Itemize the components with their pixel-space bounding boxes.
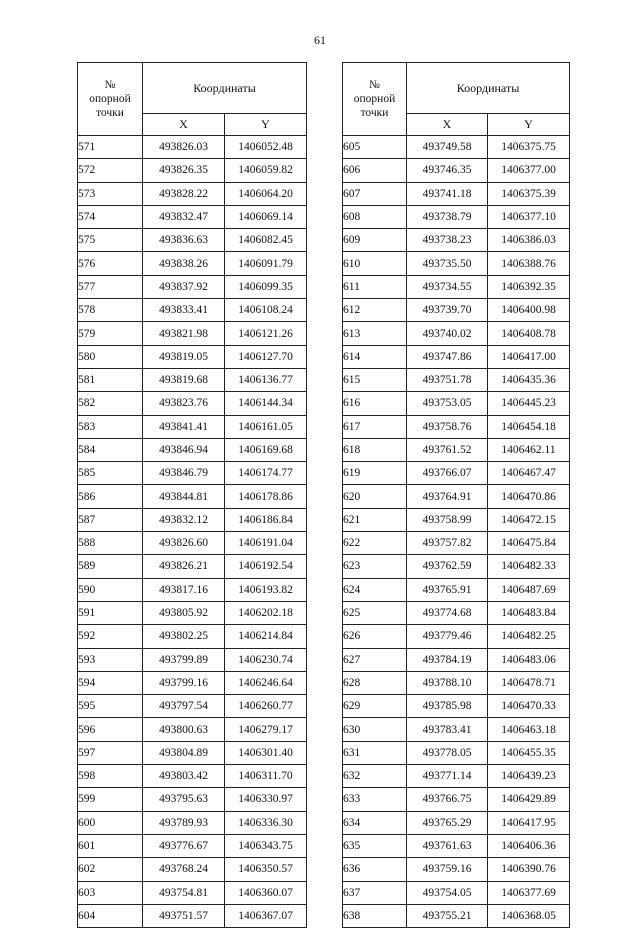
- table-row: [78, 438, 307, 461]
- point-number-cell: 610: [343, 252, 407, 275]
- x-coordinate-cell: 493826.60: [143, 532, 225, 555]
- x-coordinate-cell: 493762.59: [407, 555, 488, 578]
- table-row: [78, 881, 307, 904]
- table-row: [343, 625, 570, 648]
- y-coordinate-cell: 1406472.15: [488, 508, 570, 531]
- x-coordinate-cell: 493774.68: [407, 601, 488, 624]
- y-coordinate-cell: 1406483.84: [488, 601, 570, 624]
- x-coordinate-cell: 493753.05: [407, 392, 488, 415]
- y-coordinate-cell: 1406470.33: [488, 695, 570, 718]
- table-row: [78, 508, 307, 531]
- table-row: [343, 205, 570, 228]
- table-row: [78, 834, 307, 857]
- point-number-cell: 622: [343, 532, 407, 555]
- point-number-cell: 636: [343, 858, 407, 881]
- table-row: [78, 229, 307, 252]
- point-number-cell: 604: [78, 904, 143, 927]
- y-coordinate-cell: 1406367.07: [225, 904, 307, 927]
- x-coordinate-cell: 493828.22: [143, 182, 225, 205]
- point-number-cell: 589: [78, 555, 143, 578]
- y-coordinate-cell: 1406470.86: [488, 485, 570, 508]
- y-coordinate-cell: 1406279.17: [225, 718, 307, 741]
- y-coordinate-cell: 1406400.98: [488, 299, 570, 322]
- y-coordinate-cell: 1406463.18: [488, 718, 570, 741]
- table-row: [343, 415, 570, 438]
- table-row: [78, 462, 307, 485]
- table-row: [343, 136, 570, 159]
- table-row: [343, 159, 570, 182]
- table-row: [343, 392, 570, 415]
- point-number-cell: 599: [78, 788, 143, 811]
- x-coordinate-cell: 493766.75: [407, 788, 488, 811]
- table-row: [343, 438, 570, 461]
- point-number-header-line: точки: [360, 107, 389, 119]
- y-coordinate-cell: 1406482.25: [488, 625, 570, 648]
- point-number-cell: 592: [78, 625, 143, 648]
- y-coordinate-cell: 1406144.34: [225, 392, 307, 415]
- x-coordinate-cell: 493785.98: [407, 695, 488, 718]
- table-row: [78, 788, 307, 811]
- point-number-cell: 632: [343, 765, 407, 788]
- table-row: [78, 345, 307, 368]
- y-coordinate-cell: 1406336.30: [225, 811, 307, 834]
- x-coordinate-cell: 493844.81: [143, 485, 225, 508]
- table-row: [343, 695, 570, 718]
- coordinates-table-left: [77, 62, 307, 928]
- x-coordinate-cell: 493765.91: [407, 578, 488, 601]
- point-number-cell: 597: [78, 741, 143, 764]
- y-coordinate-cell: 1406417.95: [488, 811, 570, 834]
- y-coordinate-cell: 1406178.86: [225, 485, 307, 508]
- point-number-cell: 582: [78, 392, 143, 415]
- table-row: [78, 415, 307, 438]
- x-coordinate-cell: 493751.78: [407, 368, 488, 391]
- point-number-cell: 613: [343, 322, 407, 345]
- point-number-cell: 596: [78, 718, 143, 741]
- point-number-cell: 618: [343, 438, 407, 461]
- y-coordinate-cell: 1406121.26: [225, 322, 307, 345]
- y-coordinate-cell: 1406467.47: [488, 462, 570, 485]
- y-coordinate-cell: 1406191.04: [225, 532, 307, 555]
- y-coordinate-cell: 1406330.97: [225, 788, 307, 811]
- point-number-cell: 581: [78, 368, 143, 391]
- table-row: [78, 485, 307, 508]
- table-row: [343, 811, 570, 834]
- table-row: [78, 741, 307, 764]
- table-row: [343, 532, 570, 555]
- point-number-cell: 580: [78, 345, 143, 368]
- x-coordinate-cell: 493734.55: [407, 275, 488, 298]
- y-coordinate-cell: 1406136.77: [225, 368, 307, 391]
- x-coordinate-cell: 493757.82: [407, 532, 488, 555]
- x-coordinate-cell: 493758.99: [407, 508, 488, 531]
- x-column-header: X: [143, 114, 225, 136]
- table-row: [343, 555, 570, 578]
- table-row: [78, 182, 307, 205]
- y-coordinate-cell: 1406343.75: [225, 834, 307, 857]
- y-coordinate-cell: 1406082.45: [225, 229, 307, 252]
- y-coordinate-cell: 1406386.03: [488, 229, 570, 252]
- x-coordinate-cell: 493761.52: [407, 438, 488, 461]
- point-number-cell: 623: [343, 555, 407, 578]
- point-number-cell: 606: [343, 159, 407, 182]
- point-number-cell: 586: [78, 485, 143, 508]
- point-number-cell: 590: [78, 578, 143, 601]
- point-number-cell: 627: [343, 648, 407, 671]
- table-row: [78, 252, 307, 275]
- x-coordinate-cell: 493784.19: [407, 648, 488, 671]
- table-row: [78, 904, 307, 927]
- x-coordinate-cell: 493838.26: [143, 252, 225, 275]
- y-coordinate-cell: 1406108.24: [225, 299, 307, 322]
- y-coordinate-cell: 1406064.20: [225, 182, 307, 205]
- table-row: [343, 648, 570, 671]
- point-number-cell: 608: [343, 205, 407, 228]
- x-coordinate-cell: 493779.46: [407, 625, 488, 648]
- x-coordinate-cell: 493823.76: [143, 392, 225, 415]
- x-coordinate-cell: 493846.79: [143, 462, 225, 485]
- y-coordinate-cell: 1406478.71: [488, 671, 570, 694]
- y-coordinate-cell: 1406462.11: [488, 438, 570, 461]
- point-number-cell: 588: [78, 532, 143, 555]
- point-number-cell: 637: [343, 881, 407, 904]
- point-number-cell: 638: [343, 904, 407, 927]
- y-coordinate-cell: 1406202.18: [225, 601, 307, 624]
- table-row: [78, 322, 307, 345]
- y-coordinate-cell: 1406408.78: [488, 322, 570, 345]
- y-coordinate-cell: 1406127.70: [225, 345, 307, 368]
- x-coordinate-cell: 493789.93: [143, 811, 225, 834]
- x-coordinate-cell: 493754.05: [407, 881, 488, 904]
- y-coordinate-cell: 1406059.82: [225, 159, 307, 182]
- point-number-cell: 572: [78, 159, 143, 182]
- x-coordinate-cell: 493738.79: [407, 205, 488, 228]
- y-column-header: Y: [225, 114, 307, 136]
- point-number-cell: 629: [343, 695, 407, 718]
- table-row: [78, 625, 307, 648]
- point-number-cell: 585: [78, 462, 143, 485]
- point-number-cell: 620: [343, 485, 407, 508]
- table-row: [78, 532, 307, 555]
- x-coordinate-cell: 493819.05: [143, 345, 225, 368]
- x-coordinate-cell: 493826.35: [143, 159, 225, 182]
- y-coordinate-cell: 1406169.68: [225, 438, 307, 461]
- x-coordinate-cell: 493797.54: [143, 695, 225, 718]
- table-row: [343, 578, 570, 601]
- y-coordinate-cell: 1406475.84: [488, 532, 570, 555]
- point-number-cell: 624: [343, 578, 407, 601]
- y-coordinate-cell: 1406174.77: [225, 462, 307, 485]
- point-number-cell: 583: [78, 415, 143, 438]
- y-coordinate-cell: 1406214.84: [225, 625, 307, 648]
- table-row: [78, 159, 307, 182]
- table-row: [343, 485, 570, 508]
- y-coordinate-cell: 1406192.54: [225, 555, 307, 578]
- table-row: [343, 252, 570, 275]
- coordinates-header: Координаты: [143, 63, 307, 114]
- point-number-cell: 577: [78, 275, 143, 298]
- point-number-cell: 584: [78, 438, 143, 461]
- table-row: [78, 136, 307, 159]
- y-coordinate-cell: 1406301.40: [225, 741, 307, 764]
- x-coordinate-cell: 493749.58: [407, 136, 488, 159]
- y-coordinate-cell: 1406193.82: [225, 578, 307, 601]
- table-row: [343, 834, 570, 857]
- x-coordinate-cell: 493761.63: [407, 834, 488, 857]
- point-number-cell: 571: [78, 136, 143, 159]
- y-coordinate-cell: 1406435.36: [488, 368, 570, 391]
- x-coordinate-cell: 493766.07: [407, 462, 488, 485]
- point-number-cell: 635: [343, 834, 407, 857]
- table-row: [343, 858, 570, 881]
- x-coordinate-cell: 493758.76: [407, 415, 488, 438]
- x-coordinate-cell: 493739.70: [407, 299, 488, 322]
- table-row: [78, 648, 307, 671]
- point-number-header-line: опорной: [353, 93, 396, 105]
- y-coordinate-cell: 1406186.84: [225, 508, 307, 531]
- y-coordinate-cell: 1406375.75: [488, 136, 570, 159]
- x-coordinate-cell: 493805.92: [143, 601, 225, 624]
- x-coordinate-cell: 493783.41: [407, 718, 488, 741]
- y-coordinate-cell: 1406246.64: [225, 671, 307, 694]
- point-number-cell: 601: [78, 834, 143, 857]
- x-coordinate-cell: 493837.92: [143, 275, 225, 298]
- x-coordinate-cell: 493764.91: [407, 485, 488, 508]
- y-column-header: Y: [488, 114, 570, 136]
- table-body: [78, 136, 307, 928]
- point-number-cell: 587: [78, 508, 143, 531]
- point-number-cell: 605: [343, 136, 407, 159]
- point-number-cell: 615: [343, 368, 407, 391]
- table-row: [343, 741, 570, 764]
- x-coordinate-cell: 493802.25: [143, 625, 225, 648]
- x-coordinate-cell: 493776.67: [143, 834, 225, 857]
- y-coordinate-cell: 1406439.23: [488, 765, 570, 788]
- point-number-cell: 594: [78, 671, 143, 694]
- x-coordinate-cell: 493771.14: [407, 765, 488, 788]
- point-number-header-line: точки: [96, 107, 124, 119]
- x-coordinate-cell: 493799.89: [143, 648, 225, 671]
- table-body: [343, 136, 570, 928]
- point-number-cell: 609: [343, 229, 407, 252]
- x-coordinate-cell: 493738.23: [407, 229, 488, 252]
- x-coordinate-cell: 493788.10: [407, 671, 488, 694]
- table-row: [78, 811, 307, 834]
- point-number-header: [78, 63, 143, 136]
- x-coordinate-cell: 493836.63: [143, 229, 225, 252]
- coordinates-table-right: [342, 62, 570, 928]
- point-number-cell: 625: [343, 601, 407, 624]
- x-coordinate-cell: 493841.41: [143, 415, 225, 438]
- y-coordinate-cell: 1406392.35: [488, 275, 570, 298]
- y-coordinate-cell: 1406311.70: [225, 765, 307, 788]
- table-row: [78, 392, 307, 415]
- x-column-header: X: [407, 114, 488, 136]
- y-coordinate-cell: 1406375.39: [488, 182, 570, 205]
- y-coordinate-cell: 1406445.23: [488, 392, 570, 415]
- point-number-cell: 591: [78, 601, 143, 624]
- x-coordinate-cell: 493800.63: [143, 718, 225, 741]
- point-number-cell: 593: [78, 648, 143, 671]
- table-row: [78, 858, 307, 881]
- table-row: [78, 695, 307, 718]
- x-coordinate-cell: 493759.16: [407, 858, 488, 881]
- x-coordinate-cell: 493740.02: [407, 322, 488, 345]
- table-row: [78, 555, 307, 578]
- table-row: [343, 368, 570, 391]
- x-coordinate-cell: 493751.57: [143, 904, 225, 927]
- y-coordinate-cell: 1406455.35: [488, 741, 570, 764]
- x-coordinate-cell: 493846.94: [143, 438, 225, 461]
- y-coordinate-cell: 1406230.74: [225, 648, 307, 671]
- point-number-cell: 612: [343, 299, 407, 322]
- y-coordinate-cell: 1406360.07: [225, 881, 307, 904]
- table-row: [78, 299, 307, 322]
- x-coordinate-cell: 493804.89: [143, 741, 225, 764]
- point-number-cell: 628: [343, 671, 407, 694]
- x-coordinate-cell: 493817.16: [143, 578, 225, 601]
- table-row: [78, 368, 307, 391]
- x-coordinate-cell: 493795.63: [143, 788, 225, 811]
- x-coordinate-cell: 493735.50: [407, 252, 488, 275]
- point-number-cell: 598: [78, 765, 143, 788]
- table-row: [343, 322, 570, 345]
- table-row: [343, 229, 570, 252]
- table-row: [343, 718, 570, 741]
- table-row: [78, 275, 307, 298]
- x-coordinate-cell: 493754.81: [143, 881, 225, 904]
- point-number-cell: 603: [78, 881, 143, 904]
- point-number-cell: 576: [78, 252, 143, 275]
- point-number-cell: 595: [78, 695, 143, 718]
- y-coordinate-cell: 1406390.76: [488, 858, 570, 881]
- y-coordinate-cell: 1406069.14: [225, 205, 307, 228]
- point-number-cell: 633: [343, 788, 407, 811]
- x-coordinate-cell: 493755.21: [407, 904, 488, 927]
- point-number-cell: 573: [78, 182, 143, 205]
- y-coordinate-cell: 1406483.06: [488, 648, 570, 671]
- y-coordinate-cell: 1406091.79: [225, 252, 307, 275]
- table-row: [78, 578, 307, 601]
- point-number-cell: 616: [343, 392, 407, 415]
- x-coordinate-cell: 493832.12: [143, 508, 225, 531]
- point-number-cell: 617: [343, 415, 407, 438]
- table-row: [78, 205, 307, 228]
- point-number-cell: 600: [78, 811, 143, 834]
- x-coordinate-cell: 493778.05: [407, 741, 488, 764]
- x-coordinate-cell: 493833.41: [143, 299, 225, 322]
- point-number-cell: 626: [343, 625, 407, 648]
- point-number-cell: 634: [343, 811, 407, 834]
- coordinates-header: Координаты: [407, 63, 570, 114]
- point-number-cell: 621: [343, 508, 407, 531]
- point-number-cell: 574: [78, 205, 143, 228]
- table-row: [343, 601, 570, 624]
- table-row: [78, 718, 307, 741]
- table-row: [343, 299, 570, 322]
- table-row: [343, 462, 570, 485]
- table-row: [78, 671, 307, 694]
- x-coordinate-cell: 493819.68: [143, 368, 225, 391]
- point-number-cell: 630: [343, 718, 407, 741]
- point-number-cell: 614: [343, 345, 407, 368]
- y-coordinate-cell: 1406406.36: [488, 834, 570, 857]
- y-coordinate-cell: 1406417.00: [488, 345, 570, 368]
- y-coordinate-cell: 1406099.35: [225, 275, 307, 298]
- table-row: [343, 788, 570, 811]
- point-number-header-line: опорной: [89, 93, 131, 105]
- point-number-cell: 611: [343, 275, 407, 298]
- y-coordinate-cell: 1406052.48: [225, 136, 307, 159]
- x-coordinate-cell: 493799.16: [143, 671, 225, 694]
- table-row: [343, 904, 570, 927]
- x-coordinate-cell: 493832.47: [143, 205, 225, 228]
- table-row: [343, 182, 570, 205]
- point-number-header-line: №: [104, 79, 116, 91]
- y-coordinate-cell: 1406368.05: [488, 904, 570, 927]
- table-row: [343, 508, 570, 531]
- y-coordinate-cell: 1406482.33: [488, 555, 570, 578]
- x-coordinate-cell: 493826.03: [143, 136, 225, 159]
- point-number-cell: 575: [78, 229, 143, 252]
- page-number: 61: [314, 33, 326, 47]
- point-number-cell: 602: [78, 858, 143, 881]
- table-row: [343, 671, 570, 694]
- y-coordinate-cell: 1406161.05: [225, 415, 307, 438]
- x-coordinate-cell: 493803.42: [143, 765, 225, 788]
- point-number-cell: 607: [343, 182, 407, 205]
- point-number-header: [343, 63, 407, 136]
- y-coordinate-cell: 1406487.69: [488, 578, 570, 601]
- y-coordinate-cell: 1406429.89: [488, 788, 570, 811]
- x-coordinate-cell: 493768.24: [143, 858, 225, 881]
- table-row: [343, 881, 570, 904]
- y-coordinate-cell: 1406377.69: [488, 881, 570, 904]
- x-coordinate-cell: 493765.29: [407, 811, 488, 834]
- x-coordinate-cell: 493746.35: [407, 159, 488, 182]
- point-number-cell: 578: [78, 299, 143, 322]
- point-number-cell: 631: [343, 741, 407, 764]
- x-coordinate-cell: 493821.98: [143, 322, 225, 345]
- y-coordinate-cell: 1406454.18: [488, 415, 570, 438]
- point-number-header-line: №: [369, 79, 380, 91]
- table-row: [78, 601, 307, 624]
- y-coordinate-cell: 1406350.57: [225, 858, 307, 881]
- y-coordinate-cell: 1406260.77: [225, 695, 307, 718]
- table-row: [78, 765, 307, 788]
- x-coordinate-cell: 493741.18: [407, 182, 488, 205]
- x-coordinate-cell: 493747.86: [407, 345, 488, 368]
- y-coordinate-cell: 1406388.76: [488, 252, 570, 275]
- x-coordinate-cell: 493826.21: [143, 555, 225, 578]
- table-row: [343, 345, 570, 368]
- table-row: [343, 765, 570, 788]
- table-row: [343, 275, 570, 298]
- point-number-cell: 619: [343, 462, 407, 485]
- point-number-cell: 579: [78, 322, 143, 345]
- y-coordinate-cell: 1406377.00: [488, 159, 570, 182]
- y-coordinate-cell: 1406377.10: [488, 205, 570, 228]
